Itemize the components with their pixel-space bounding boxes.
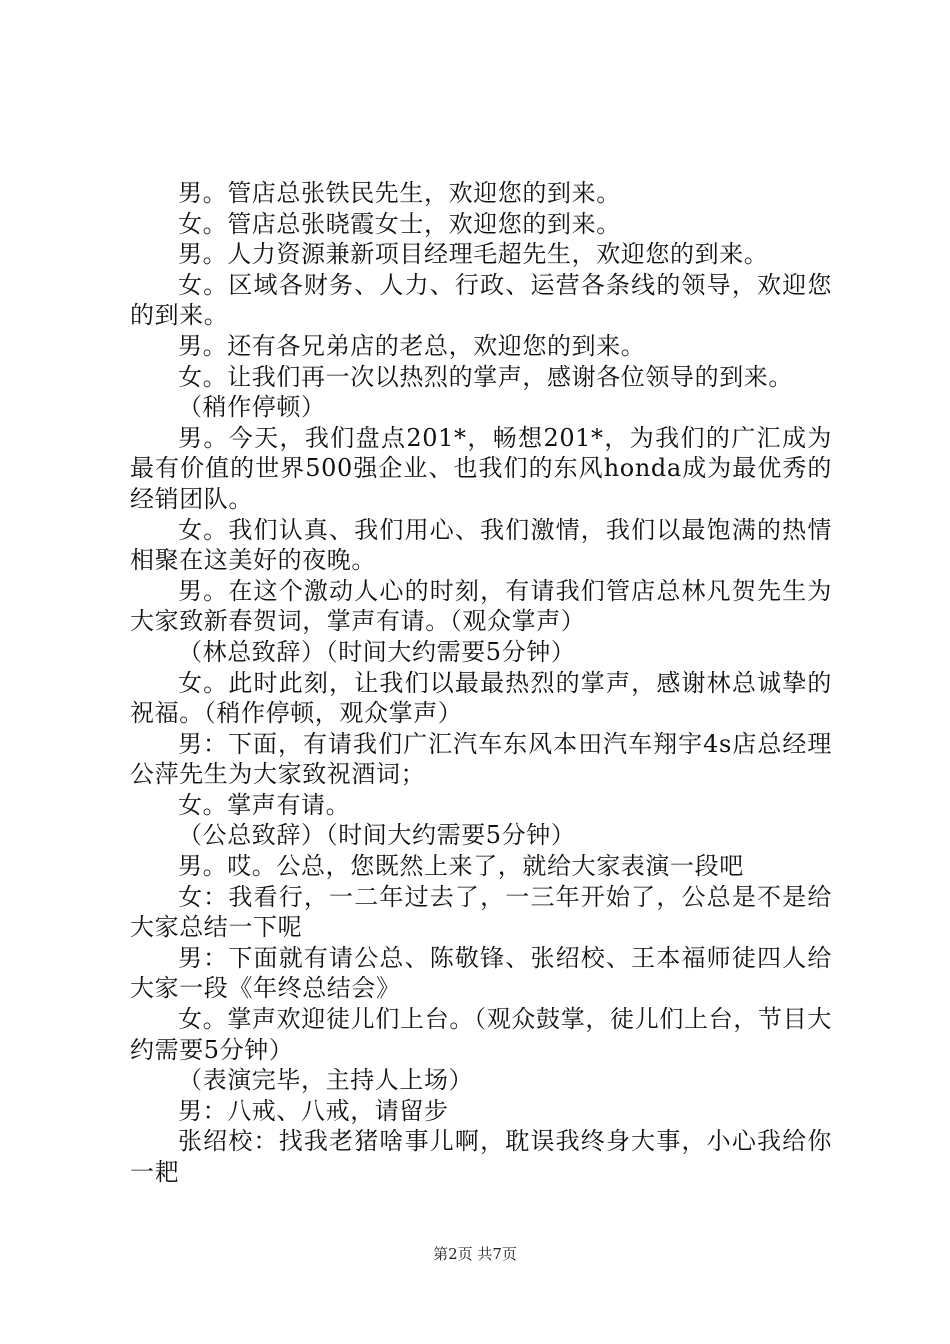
paragraph: 女。区域各财务、人力、行政、运营各条线的领导，欢迎您的到来。: [130, 270, 832, 330]
paragraph: （稍作停顿）: [178, 393, 326, 422]
paragraph: 男。人力资源兼新项目经理毛超先生，欢迎您的到来。: [178, 240, 769, 269]
paragraph: 女。管店总张晓霞女士，欢迎您的到来。: [178, 209, 621, 238]
paragraph: 男。今天，我们盘点201*，畅想201*，为我们的广汇成为最有价值的世界500强企业、也我们的东风honda成为最优秀的经销团队。: [130, 423, 832, 513]
paragraph: 女。此时此刻，让我们以最最热烈的掌声，感谢林总诚挚的祝福。（稍作停顿，观众掌声）: [130, 668, 832, 728]
page-number-footer: 第2页 共7页: [433, 1245, 517, 1263]
paragraph: 男。在这个激动人心的时刻，有请我们管店总林凡贺先生为大家致新春贺词，掌声有请。（观众掌声）: [130, 576, 832, 636]
paragraph: 男。还有各兄弟店的老总，欢迎您的到来。: [178, 331, 646, 360]
paragraph: （林总致辞）（时间大约需要5分钟）: [178, 637, 576, 666]
paragraph: 张绍校：找我老猪啥事儿啊，耽误我终身大事，小心我给你一耙: [130, 1127, 832, 1186]
paragraph: （表演完毕，主持人上场）: [178, 1066, 474, 1095]
paragraph: 女：我看行，一二年过去了，一三年开始了，公总是不是给大家总结一下呢: [130, 882, 832, 942]
document-body: [130, 178, 832, 1188]
paragraph: 女。掌声欢迎徒儿们上台。（观众鼓掌，徒儿们上台，节目大约需要5分钟）: [130, 1005, 832, 1064]
paragraph: 男。哎。公总，您既然上来了，就给大家表演一段吧: [178, 852, 744, 881]
paragraph: 女。我们认真、我们用心、我们激情，我们以最饱满的热情相聚在这美好的夜晚。: [130, 515, 832, 575]
paragraph: 男：八戒、八戒，请留步: [178, 1096, 449, 1125]
paragraph: 男：下面就有请公总、陈敬锋、张绍校、王本福师徒四人给大家一段《年终总结会》: [130, 943, 832, 1003]
paragraph: 男。管店总张铁民先生，欢迎您的到来。: [178, 179, 621, 207]
paragraph: 女。让我们再一次以热烈的掌声，感谢各位领导的到来。: [178, 362, 793, 391]
paragraph: （公总致辞）（时间大约需要5分钟）: [178, 821, 576, 850]
paragraph: 男：下面，有请我们广汇汽车东风本田汽车翔宇4s店总经理公萍先生为大家致祝酒词；: [130, 729, 832, 789]
paragraph: 女。掌声有请。: [178, 790, 351, 819]
